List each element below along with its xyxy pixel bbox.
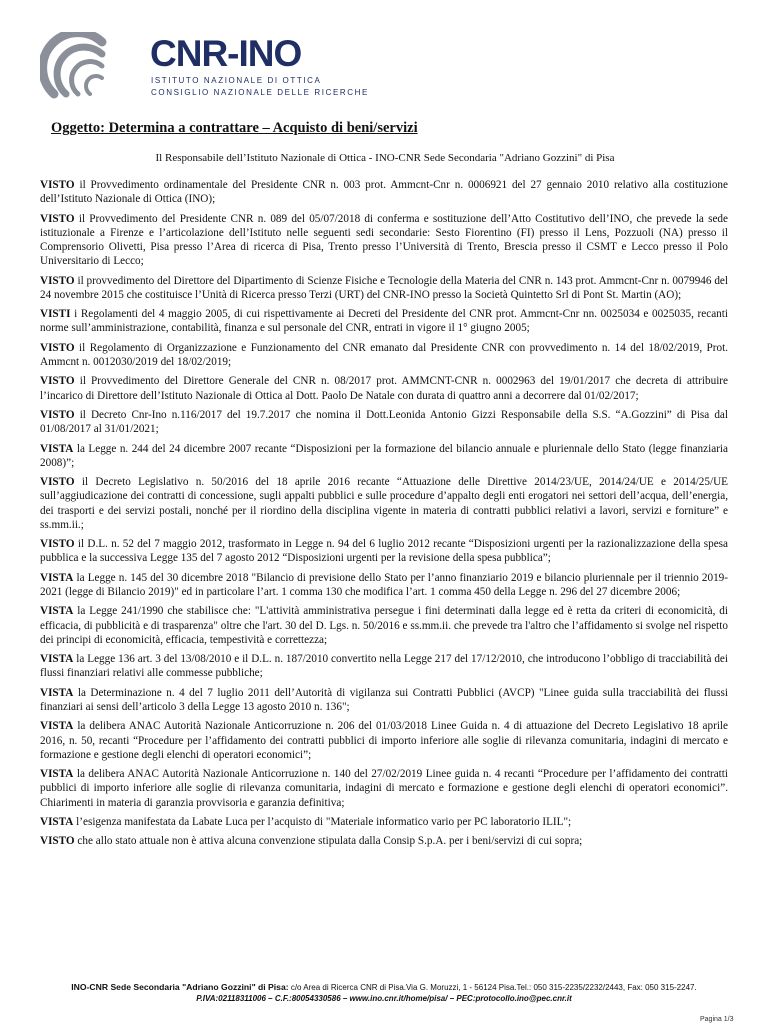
recital-paragraph	[40, 815, 728, 829]
recital-keyword: VISTA	[40, 442, 74, 455]
logo-subtitle-council: CONSIGLIO NAZIONALE DELLE RICERCHE	[151, 88, 369, 97]
recital-keyword: VISTA	[40, 720, 74, 733]
footer-address	[40, 982, 728, 993]
page-number: Pagina 1/3	[700, 1016, 734, 1023]
recital-paragraph	[40, 767, 728, 810]
recital-keyword: VISTO	[40, 408, 75, 421]
recital-keyword: VISTO	[40, 341, 75, 354]
recital-keyword: VISTA	[40, 815, 74, 828]
recital-keyword: VISTA	[40, 605, 74, 618]
recital-text: l’esigenza manifestata da Labate Luca per l’acquisto di "Materiale informatico vario per PC laboratorio ILIL";	[73, 815, 572, 828]
recitals-list	[40, 178, 728, 854]
recital-paragraph	[40, 178, 728, 206]
recital-paragraph	[40, 686, 728, 714]
recital-paragraph	[40, 834, 728, 848]
recital-paragraph	[40, 475, 728, 532]
recital-paragraph	[40, 571, 728, 599]
recital-keyword: VISTO	[40, 212, 75, 225]
recital-paragraph	[40, 212, 728, 269]
document-subject: Oggetto: Determina a contrattare – Acquisto di beni/servizi	[51, 120, 418, 136]
cnr-ino-logo	[40, 28, 369, 108]
recital-keyword: VISTA	[40, 686, 74, 699]
recital-text: i Regolamenti del 4 maggio 2005, di cui rispettivamente ai Decreti del Presidente del CNR prot. Ammcnt-Cnr nn. 0025034 e 0025035, recanti norme sull’amministrazione, contabilità, finanza e sul personale del CNR, entrati in vigore il 1° giugno 2005;	[40, 308, 728, 335]
recital-keyword: VISTI	[40, 308, 71, 321]
footer	[40, 982, 728, 1004]
recital-text: il Provvedimento ordinamentale del Presidente CNR n. 003 prot. Ammcnt-Cnr n. 0006921 del 27 gennaio 2010 relativo alla costituzione dell’Istituto Nazionale di Ottica (INO);	[40, 179, 728, 206]
document-intro: Il Responsabile dell’Istituto Nazionale di Ottica - INO-CNR Sede Secondaria "Adriano Gozzini" di Pisa	[155, 152, 615, 164]
recital-keyword: VISTO	[40, 274, 75, 287]
recital-text: il Decreto Legislativo n. 50/2016 del 18 aprile 2016 recante “Attuazione delle Direttive 2014/23/UE, 2014/24/UE e 2014/25/UE sull’aggiudicazione dei contratti di concessione, sugli appalti pubblici e sulle procedure d’appalto degli enti erogatori nei settori dell’acqua, dell’energia, dei trasporti e dei servizi postali, nonché per il riordino della disciplina vigente in materia di contratti pubblici relativi a lavori, servizi e forniture” e ss.mm.ii.;	[40, 476, 728, 531]
recital-paragraph	[40, 374, 728, 402]
recital-text: il Provvedimento del Direttore Generale del CNR n. 08/2017 prot. AMMCNT-CNR n. 0002963 del 19/01/2017 che decreta di attribuire l’incarico di Direttore dell’Istituto Nazionale di Ottica al Dott. Paolo De Natale con durata di quattro anni a decorrere dal 01/02/2017;	[40, 375, 728, 402]
recital-text: la Legge n. 145 del 30 dicembre 2018 "Bilancio di previsione dello Stato per l’anno finanziario 2019 e bilancio pluriennale per il triennio 2019-2021 (legge di Bilancio 2019)" ed in particolare l’art. 1 comma 130 che modifica l’art. 1 comma 450 della Legge n. 296 del 27 dicembre 2006;	[40, 571, 728, 598]
recital-keyword: VISTO	[40, 835, 75, 848]
recital-paragraph	[40, 719, 728, 762]
recital-paragraph	[40, 408, 728, 436]
recital-keyword: VISTA	[40, 571, 74, 584]
footer-address-text: c/o Area di Ricerca CNR di Pisa.Via G. Moruzzi, 1 - 56124 Pisa.Tel.: 050 315-2235/2232/2443, Fax: 050 315-2247.	[288, 983, 697, 992]
recital-paragraph	[40, 341, 728, 369]
recital-keyword: VISTO	[40, 179, 75, 191]
recital-text: la Legge n. 244 del 24 dicembre 2007 recante “Disposizioni per la formazione del bilancio annuale e pluriennale dello Stato (legge finanziaria 2008)”;	[40, 442, 728, 469]
recital-paragraph	[40, 274, 728, 302]
logo-title: CNR-INO	[150, 33, 302, 74]
logo-subtitle-institute: ISTITUTO NAZIONALE DI OTTICA	[151, 76, 322, 85]
recital-keyword: VISTA	[40, 653, 74, 666]
recital-keyword: VISTO	[40, 538, 75, 551]
recital-text: la Determinazione n. 4 del 7 luglio 2011 dell’Autorità di vigilanza sui Contratti Pubblici (AVCP) "Linee guida sulla tracciabilità dei flussi finanziari ai sensi dell’articolo 3 della Legge 13 agosto 2010 n. 136";	[40, 686, 728, 713]
recital-paragraph	[40, 537, 728, 565]
recital-keyword: VISTO	[40, 476, 75, 489]
recital-keyword: VISTA	[40, 768, 74, 781]
footer-fiscal-info: P.IVA:02118311006 – C.F.:80054330586 – www.ino.cnr.it/home/pisa/ – PEC:protocollo.ino@pec.cnr.it	[196, 994, 572, 1003]
recital-text: il Provvedimento del Presidente CNR n. 089 del 05/07/2018 di conferma e sostituzione dell’Atto Costitutivo dell’INO, che prevede la sede istituzionale a Firenze e l’articolazione dell’Istituto nelle seguenti sedi secondarie: Sesto Fiorentino (FI) presso il Lens, Pozzuoli (NA) presso il Comprensorio Olivetti, Pisa presso l’Area di ricerca di Pisa, Trento presso l’Università di Trento, Brescia presso il CSMT e Lecco presso il Polo Universitario di Lecco;	[40, 212, 728, 268]
recital-text: la Legge 241/1990 che stabilisce che: "L'attività amministrativa persegue i fini determinati dalla legge ed è retta da criteri di economicità, di efficacia, di pubblicità e di trasparenza" oltre che l'art. 30 del D. Lgs. n. 50/2016 e ss.mm.ii. che prevede tra l'altro che l’affidamento si svolge nel rispetto dei principi di economicità, efficacia, tempestività e correttezza;	[40, 605, 728, 646]
recital-text: il D.L. n. 52 del 7 maggio 2012, trasformato in Legge n. 94 del 6 luglio 2012 recante “Disposizioni urgenti per la razionalizzazione della spesa pubblica e la successiva Legge 135 del 7 agosto 2012 “Disposizioni urgenti per la revisione della spesa pubblica”;	[40, 538, 728, 565]
recital-keyword: VISTO	[40, 375, 75, 388]
recital-paragraph	[40, 652, 728, 680]
recital-text: la Legge 136 art. 3 del 13/08/2010 e il D.L. n. 187/2010 convertito nella Legge 217 del 17/12/2010, che introducono l’obbligo di tracciabilità dei flussi finanziari relativi alle commesse pubbliche;	[40, 653, 728, 680]
footer-site-name: INO-CNR Sede Secondaria "Adriano Gozzini" di Pisa:	[71, 982, 289, 992]
recital-text: che allo stato attuale non è attiva alcuna convenzione stipulata dalla Consip S.p.A. per i beni/servizi di cui sopra;	[74, 835, 583, 848]
recital-text: la delibera ANAC Autorità Nazionale Anticorruzione n. 206 del 01/03/2018 Linee Guida n. 4 di attuazione del Decreto Legislativo 18 aprile 2016, n. 50, recanti “Procedure per l’affidamento dei contratti pubblici di importo inferiore alle soglie di rilevanza comunitaria, indagini di mercato e formazione e gestione degli elenchi di operatori economici”;	[40, 720, 728, 761]
recital-paragraph	[40, 604, 728, 647]
recital-text: la delibera ANAC Autorità Nazionale Anticorruzione n. 140 del 27/02/2019 Linee guida n. 4 recanti “Procedure per l’affidamento dei contratti pubblici di importo inferiore alle soglie di rilevanza comunitaria, indagini di mercato e formazione e gestione degli elenchi di operatori economici”. Chiarimenti in materia di garanzia provvisoria e garanzia definitiva;	[40, 768, 728, 809]
recital-paragraph	[40, 307, 728, 335]
recital-text: il Decreto Cnr-Ino n.116/2017 del 19.7.2017 che nomina il Dott.Leonida Antonio Gizzi Responsabile della S.S. “A.Gozzini” di Pisa dal 01/08/2017 al 31/01/2021;	[40, 408, 728, 436]
recital-paragraph	[40, 442, 728, 470]
recital-text: il Regolamento di Organizzazione e Funzionamento del CNR emanato dal Presidente CNR con provvedimento n. 14 del 18/02/2019, Prot. Ammcnt n. 0012030/2019 del 18/02/2019;	[40, 341, 728, 368]
cnr-logo-icon	[40, 32, 140, 112]
recital-text: il provvedimento del Direttore del Dipartimento di Scienze Fisiche e Tecnologie della Materia del CNR n. 143 prot. Ammcnt-Cnr n. 0079946 del 24 novembre 2015 che costituisce l’Unità di Ricerca presso Terzi (URT) del CNR-INO presso la Società Quintetto Srl di Pont St. Martin (AO);	[40, 274, 728, 301]
